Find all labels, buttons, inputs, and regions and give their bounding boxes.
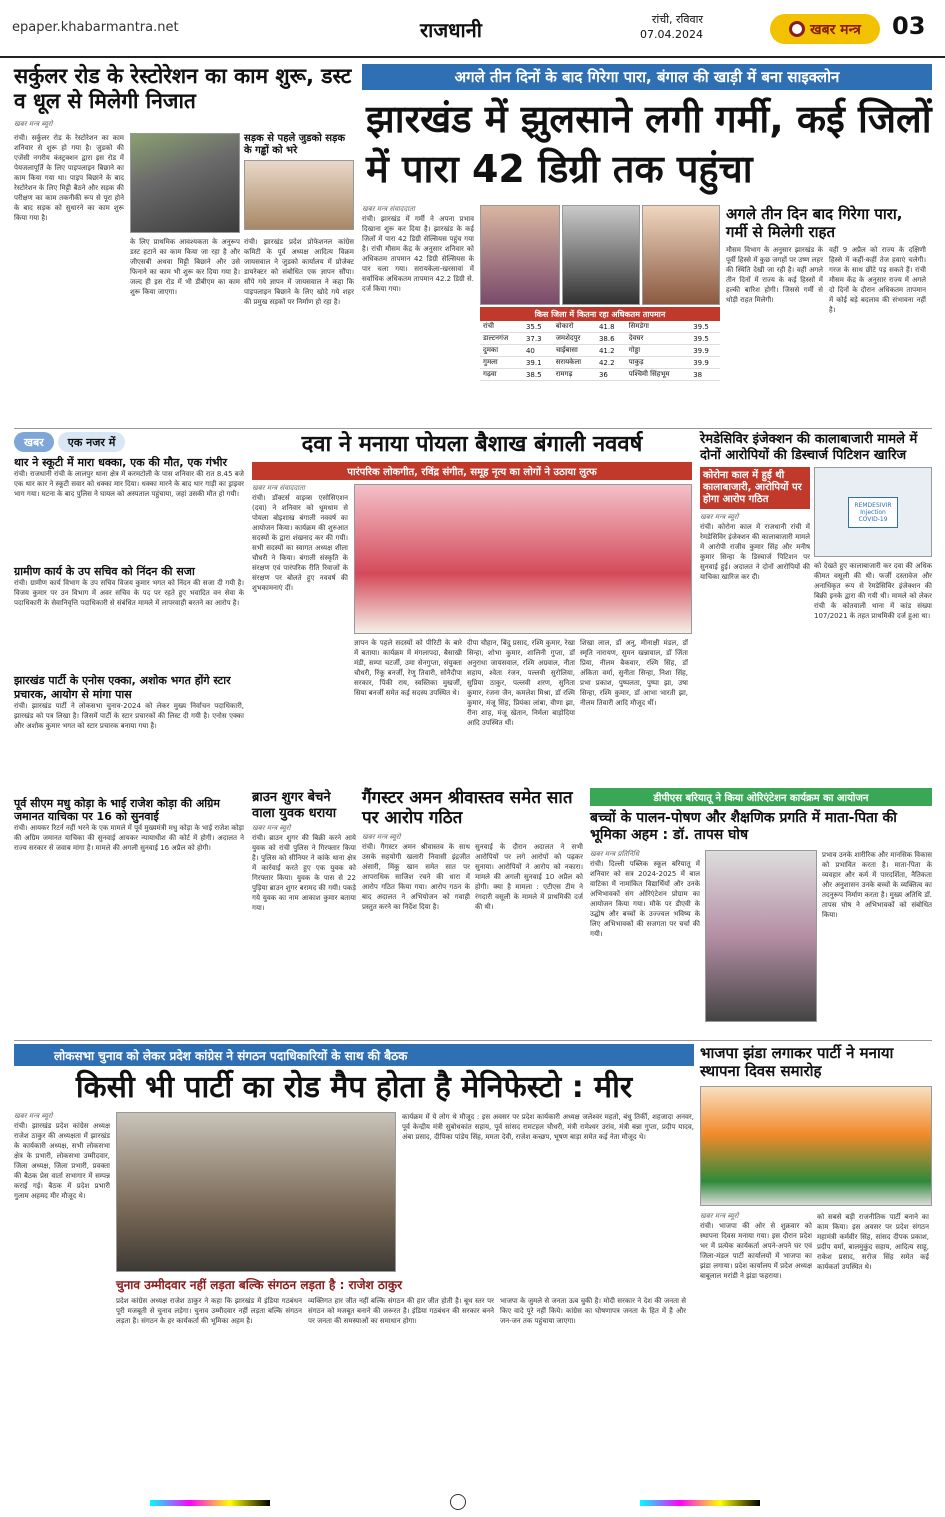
temp-table-title: किस जिला में कितना रहा अधिकतम तापमान — [480, 307, 720, 321]
temperature-value: 39.5 — [690, 321, 720, 333]
temperature-table — [480, 321, 720, 381]
issue-date: 07.04.2024 — [640, 28, 703, 41]
byline: खबर मन्त्र ब्यूरो — [700, 513, 739, 522]
story-bjp — [700, 1044, 932, 1484]
headline: गैंगस्टर अमन श्रीवास्तव समेत सात पर आरोप गठित — [362, 788, 573, 829]
temperature-value: 36 — [596, 369, 626, 381]
registration-mark — [450, 1494, 466, 1510]
page-number: 03 — [892, 12, 926, 40]
meeting-strip: लोकसभा चुनाव को लेकर प्रदेश कांग्रेस ने संगठन पदाधिकारियों के साथ की बैठक — [14, 1044, 694, 1066]
article-text: रांची। दिल्ली पब्लिक स्कूल बरियातू में शनिवार को सत्र 2024-2025 में बाल वाटिका में नामांकित विद्यार्थियों और उनके अभिभावकों संग ओरिएंटेशन प्रोग्राम का आयोजन किया गया। मौके पर डीएवी के उद्घोष और बच्चों के उज्ज्वल भविष्य के लिए अभिभावकों की सजगता पर चर्चा की गयी। — [590, 859, 700, 938]
color-bar-right — [640, 1500, 760, 1506]
heat-headline: झारखंड में झुलसाने लगी गर्मी, कई जिलों में पारा 42 डिग्री तक पहुंचा — [366, 97, 932, 191]
district-name: गोड्डा — [626, 345, 691, 357]
temperature-value: 41.2 — [596, 345, 626, 357]
district-name: सिमडेगा — [626, 321, 691, 333]
article-text-2: को देखते हुए कालाबाजारी कर दवा की अधिक कीमत वसूली की थी। फर्जी दस्तावेज और अनाधिकृत रूप से रेमडेसिविर इंजेक्शन की बिक्री इनके द्वारा की गयी थी। मामले को लेकर रांची के कोतवाली थाना में कांड संख्या 107/2021 के तहत प्राथमिकी दर्ज हुआ था। — [814, 562, 932, 621]
article-text-2: सुनवाई के दौरान अदालत ने सभी आरोपियों पर लगे आरोपों को पढ़कर सुनाया। आरोपियों ने आरोप को नकारा। मामले की अगली सुनवाई 10 अप्रैल को होगी। क्या है मामला : एटीएस टीम ने रंगदारी वसूली के मामले में प्राथमिकी दर्ज की थी। — [475, 842, 583, 911]
brief-item — [14, 565, 244, 668]
article-text-2: ज्ञापन के पहले सदस्यों को पीरिटी के बारे में बताया। कार्यक्रम में मंगलापदा, बैसाखी मंडी, सम्पा चटर्जी, उमा सेनगुप्ता, संयुक्ता चौधरी, रिंकू बनर्जी, रेणु तिवारी, सोनैदीपा सरकार, पिंकी राय, स्वस्तिका मुखर्जी, सिया बनर्जी समेत कई सदस्य उपस्थित थे। — [354, 639, 462, 698]
temperature-value: 40 — [523, 345, 553, 357]
temperature-value: 39.9 — [690, 357, 720, 369]
headline: रेमडेसिविर इंजेक्शन की कालाबाजारी मामले में दोनों आरोपियों की डिस्चार्ज पिटिशन खारिज — [700, 432, 918, 463]
story-poila-baisakh — [252, 432, 692, 762]
temp-row — [480, 357, 720, 369]
brief-headline: पूर्व सीएम मधु कोड़ा के भाई राजेश कोड़ा की अग्रिम जमानत याचिका पर 16 को सुनवाई — [14, 796, 220, 823]
heat-photo-3 — [642, 205, 720, 305]
subheadline: अगले तीन दिन बाद गिरेगा पारा, गर्मी से मिलेगी राहत — [726, 205, 903, 241]
color-bar-left — [150, 1500, 270, 1506]
district-name: जमशेदपुर — [553, 333, 596, 345]
district-name: पाकुड़ — [626, 357, 691, 369]
temperature-value: 38.5 — [523, 369, 553, 381]
byline: खबर मन्त्र प्रतिनिधि — [590, 849, 639, 858]
brief-headline: ग्रामीण कार्य के उप सचिव को निंदन की सजा — [14, 565, 195, 579]
byline: खबर मन्त्र ब्यूरो — [700, 1212, 739, 1220]
sub-text-3: भाजपा के जुमले से जनता ऊब चुकी है। मोदी सरकार ने देश की जनता से किए वादे पूरे नहीं किये। कांग्रेस का घोषणापत्र जनता के हित में है और जन-जन तक पहुंचाया जाएगा। — [500, 1297, 686, 1326]
event-strip: डीपीएस बरियातू ने किया ओरिएंटेशन कार्यक्रम का आयोजन — [590, 788, 932, 806]
kicker: कोरोना काल में हुई थी कालाबाजारी, आरोपियों पर होगा आरोप गठित — [700, 467, 810, 509]
divider — [14, 428, 932, 429]
headline: बच्चों के पालन-पोषण और शैक्षणिक प्रगति में माता-पिता की भूमिका अहम : डॉ. तापस घोष — [590, 810, 897, 843]
headline: दवा ने मनाया पोयला बैशाख बंगाली नववर्ष — [301, 432, 643, 457]
caption-heading: सड़क से पहले जुडको सड़क के गड्ढों को भरे — [244, 133, 346, 157]
article-text-2: कार्यक्रम में ये लोग थे मौजूद : इस अवसर पर प्रदेश कार्यकारी अध्यक्ष जलेश्वर महतो, बंधु तिर्की, शहजादा अनवर, पूर्व केन्द्रीय मंत्री सुबोधकांत सहाय, पूर्व सांसद रामटहल चौधरी, मंत्री रामेश्वर उरांव, मंत्री बन्ना गुप्ता, प्रदीप यादव, अंबा प्रसाद, दीपिका पांडेय सिंह, ममता देवी, राजेश कच्छप, भूषण बाड़ा समेत कई नेता मौजूद थे। — [402, 1113, 694, 1141]
article-text: रांची। सर्कुलर रोड के रेस्टोरेशन का काम शनिवार से शुरू हो गया है। जुडको की एजेंसी नगरीय कंस्ट्रक्शन द्वारा इस रोड में पेयजलापूर्ति के लिए पाइपलाइन बिछाने का काम किया गया था। पाइप बिछाने के बाद रेस्टोरेशन के लिए मिट्टी बैठने और सड़क की परीक्षण का काम तकनीकी रूप से पूरा होने के बाद सड़क को सुधारने का काम शुरू किया गया है। — [14, 134, 124, 223]
article-text: रांची। कोरोना काल में राजधानी रांची में रेमडेसिविर इंजेक्शन की कालाबाजारी मामले में आरोपी राजीव कुमार सिंह और मनीष कुमार सिन्हा के डिस्चार्ज पिटिशन पर सुनवाई हुई। अदालत ने दोनों आरोपियों की याचिका खारिज कर दी। — [700, 523, 810, 582]
article-text-3: दीपा चौहान, बिंदु प्रसाद, रश्मि कुमार, रेखा सिन्हा, शोभा कुमार, शालिनी गुप्ता, डॉ अनुराधा जायसवाल, रश्मि अग्रवाल, नीता सहाय, श्वेता रंजन, पल्लवी सुरोलिया, सुप्रिया ठाकुर, पल्लवी शरण, सुनिता कुमार, रंजना जैन, कमलेश मिश्रा, डॉ रश्मि कुमार, मंजू सिंह, प्रियंका लांबा, वीणा झा, रीना शाह, मंजू खेतान, निर्मला बाड़ोदिया आदि उपस्थित थीं। — [467, 639, 575, 728]
article-text-4: शिखा लाल, डॉ अनु, मीनाक्षी मंडल, डॉ स्मृति नारायण, सुमन खन्नावाल, डॉ जिंता प्रिया, नीलम बैकवार, रश्मि सिंह, डॉ अंकिता वर्मा, सुनीता सिन्हा, निशा सिंह, प्रभा प्रकाश, पुष्पलता, पुष्पा झा, उषा सिन्हा, रश्मि कुमार, डॉ आभा भारती झा, नीलम तिवारी आदि मौजूद थीं। — [580, 639, 688, 708]
article-text: रांची। झारखंड प्रदेश कांग्रेस अध्यक्ष राजेश ठाकुर की अध्यक्षता में झारखंड के कार्यकारी अध्यक्ष, सभी लोकसभा क्षेत्र के प्रभारी, लोकसभा उम्मीदवार, जिला अध्यक्ष, जिला प्रभारी, प्रवक्ता की बैठक प्रेस वार्ता सभागार में सम्पन्न कराई गई। बैठक में प्रदेश प्रभारी गुलाम अहमद मीर मौजूद थे। — [14, 1122, 110, 1200]
district-name: गढ़वा — [480, 369, 523, 381]
sub-text: मौसम विभाग के अनुसार झारखंड के पूर्वी हिस्से में कुछ जगहों पर उष्ण लहर की स्थिति देखी जा रही है। वहीं अगले तीन दिनों में राज्य के कई हिस्सों में हल्की बारिश होगी। जिससे गर्मी से थोड़ी राहत मिलेगी। — [726, 246, 823, 304]
delegation-photo — [244, 160, 354, 230]
story-congress — [14, 1044, 694, 1484]
temp-row — [480, 333, 720, 345]
sub-text-2: व्यक्तिगत हार जीत नहीं बल्कि संगठन की हार जीत होती है। बूथ स्तर पर संगठन को मजबूत बनाने की जरूरत है। इंडिया गठबंधन की सरकार बनने पर जनता की समस्याओं का समाधान होगा। — [308, 1297, 494, 1326]
headline: सर्कुलर रोड के रेस्टोरेशन का काम शुरू, डस्ट व धूल से मिलेगी निजात — [14, 64, 352, 114]
story-circular-road — [14, 64, 354, 424]
school-photo — [705, 850, 817, 1022]
brief-item — [14, 674, 244, 790]
heat-photo-1 — [480, 205, 560, 305]
temperature-value: 42.2 — [596, 357, 626, 369]
temp-row — [480, 321, 720, 333]
city-day: रांची, रविवार — [651, 13, 703, 26]
vial-label: REMDESIVIR Injection COVID-19 — [848, 497, 898, 528]
khabar-badge — [14, 432, 54, 452]
headline: किसी भी पार्टी का रोड मैप होता है मेनिफेस्टो : मीर — [75, 1070, 633, 1105]
subheadline: चुनाव उम्मीदवार नहीं लड़ता बल्कि संगठन लड़ता है : राजेश ठाकुर — [116, 1278, 403, 1292]
story-brown-sugar — [252, 790, 356, 1035]
article-text: रांची। डॉक्टर्स वाइव्स एसोसिएशन (दवा) ने शनिवार को धूमधाम से पोयला बोइशाख बंगाली नववर्ष का आयोजन किया। कार्यक्रम की शुरुआत सदस्यों के द्वारा शंखनाद कर की गयी। सभी सदस्यों का स्वागत अध्यक्ष शीला चौधरी ने किया। बंगाली संस्कृति के संरक्षण एवं पारंपरिक रीति रिवाजों के संरक्षण पर बोलते हुए नववर्ष की शुभकामनाएं दीं। — [252, 494, 348, 593]
brand-logo — [770, 14, 880, 44]
temperature-value: 38.6 — [596, 333, 626, 345]
meeting-photo — [116, 1112, 396, 1272]
heat-strip: अगले तीन दिनों के बाद गिरेगा पारा, बंगाल की खाड़ी में बना साइक्लोन — [362, 64, 932, 90]
story-gangster — [362, 788, 584, 1036]
district-name: रांची — [480, 321, 523, 333]
article-text-2: को सबसे बड़ी राजनीतिक पार्टी बनाने का काम किया। इस अवसर पर प्रदेश संगठन महामंत्री कर्मवीर सिंह, सांसद दीपक प्रकाश, प्रदीप वर्मा, बालमुकुंद सहाय, आदित्य साहू, राकेश प्रसाद, सरोज सिंह समेत कई कार्यकर्ता उपस्थित थे। — [817, 1213, 929, 1271]
article-text: रांची। झारखंड में गर्मी ने अपना प्रभाव दिखाना शुरू कर दिया है। झारखंड के कई जिलों में पारा 42 डिग्री सेल्सियस पहुंच गया है। रांची मौसम केंद्र के अनुसार शनिवार को अधिकतम तापमान 42 डिग्री सेल्सियस के पार चला गया। सरायकेला-खरसावां में सर्वाधिक अधिकतम तापमान 42.2 डिग्री से. दर्ज किया गया। — [362, 215, 474, 293]
temperature-value: 39.9 — [690, 345, 720, 357]
byline: खबर मन्त्र ब्यूरो — [14, 1112, 53, 1120]
temperature-value: 35.5 — [523, 321, 553, 333]
brief-text: रांची। झारखंड पार्टी ने लोकसभा चुनाव-2024 को लेकर मुख्य निर्वाचन पदाधिकारी, झारखंड को पत्र लिखा है। जिसमें पार्टी के स्टार प्रचारकों की लिस्ट दी गयी है। एनोस एक्का और अशोक कुमार भगत को स्टार प्रचारक बनाया गया है। — [14, 701, 244, 730]
byline: खबर मन्त्र संवाददाता — [362, 205, 415, 213]
headline: भाजपा झंडा लगाकर पार्टी ने मनाया स्थापना दिवस समारोह — [700, 1044, 894, 1080]
temperature-value: 39.1 — [523, 357, 553, 369]
page-header — [0, 0, 945, 58]
logo-icon — [789, 21, 805, 37]
badge-label: खबर — [24, 435, 44, 449]
brand-name: खबर मन्त्र — [810, 21, 861, 38]
brief-item — [14, 456, 244, 559]
temp-row — [480, 369, 720, 381]
ek-nazar-badge: एक नजर में — [58, 432, 126, 452]
district-name: रामगढ़ — [553, 369, 596, 381]
brief-list — [14, 456, 244, 913]
site-url[interactable]: epaper.khabarmantra.net — [12, 20, 179, 35]
byline: खबर मन्त्र संवाददाता — [252, 484, 305, 493]
article-text-2: प्रभाव उनके शारीरिक और मानसिक विकास को प्रभावित करता है। माता-पिता के व्यवहार और कर्म में पारदर्शिता, नैतिकता और अनुशासन उनके बच्चों के व्यक्तित्व का तदनुरूप निर्माण करता है। मुख्य अतिथि डॉ. तापस घोष ने अभिभावकों को संबोधित किया। — [822, 850, 932, 919]
dateline — [640, 12, 703, 42]
temperature-value: 37.3 — [523, 333, 553, 345]
byline: खबर मन्त्र ब्यूरो — [362, 832, 401, 841]
district-name: गुमला — [480, 357, 523, 369]
subhead-strip: पारंपरिक लोकगीत, रविंद्र संगीत, समूह नृत्य का लोगों ने उठाया लुत्फ — [252, 462, 692, 480]
district-name: पश्चिमी सिंहभूम — [626, 369, 691, 381]
event-photo — [354, 484, 692, 634]
headline: ब्राउन शुगर बेचने वाला युवक धराया — [252, 790, 337, 821]
brief-headline: झारखंड पार्टी के एनोस एक्का, अशोक भगत होंगे स्टार प्रचारक, आयोग से मांगा पास — [14, 674, 231, 701]
district-name: देवघर — [626, 333, 691, 345]
article-text: रांची। ब्राउन शुगर की बिक्री करने आये युवक को रांची पुलिस ने गिरफ्तार किया है। पुलिस को सीनियर ने कांके थाना क्षेत्र में कार्रवाई करते हुए एक युवक को गिरफ्तार किया। युवक के पास से 22 पुड़िया ब्राउन शुगर बरामद की गयी। पकड़े गये युवक का नाम आकाश कुमार बताया गया। — [252, 834, 356, 913]
road-photo — [130, 133, 240, 233]
brief-item — [14, 797, 244, 913]
story-remdesivir — [700, 432, 932, 762]
brief-text: रांची। आयकर रिटर्न नहीं भरने के एक मामले में पूर्व मुख्यमंत्री मधु कोड़ा के भाई राजेश कोड़ा की अग्रिम जमानत याचिका की सुनवाई आयकर न्यायाधीश की कोर्ट में होगी। अदालत ने राज्य सरकार से जवाब मांगा है। मामले की अगली सुनवाई 16 अप्रैल को होगी। — [14, 824, 244, 853]
byline: खबर मन्त्र ब्यूरो — [14, 120, 53, 129]
brief-text: रांची। राजधानी रांची के लालपुर थाना क्षेत्र में करमटोली के पास शनिवार की रात 8.45 बजे एक थार कार ने स्कूटी सवार को धक्का मार दिया। धक्का मारने के बाद थार गाड़ी का ड्राइवर भाग गया। घटना के बाद पुलिस ने घायल को अस्पताल पहुंचाया, जहां उसकी मौत हो गयी। — [14, 470, 244, 499]
temperature-value: 39.5 — [690, 333, 720, 345]
divider — [14, 1040, 932, 1041]
vial-photo — [814, 467, 932, 557]
article-text-2: के लिए प्राथमिक आवश्यकता के अनुरूप डस्ट हटाने का काम किया जा रहा है और जीएसबी अथवा मिट्टी बिछाने और उसे फिनाने का काम भी शुरू कर दिया गया है। जल्द ही इस रोड में भी डीबीएम का काम शुरू किया जाएगा। — [130, 238, 240, 297]
temp-row — [480, 345, 720, 357]
news-briefs — [14, 432, 244, 1032]
sub-text-2: वहीं 9 अप्रैल को राज्य के दक्षिणी हिस्से में कहीं-कहीं तेज हवाएं चलेगी। गरज के साथ छींटे पड़ सकते हैं। रांची मौसम केंद्र के अनुसार राज्य में अगले दो दिनों के दौरान अधिकतम तापमान में कोई बड़े बदलाव की संभावना नहीं है। — [829, 246, 926, 314]
story-dps — [590, 788, 932, 1036]
brief-text: रांची। ग्रामीण कार्य विभाग के उप सचिव विजय कुमार भगत को निंदन की सजा दी गयी है। विजय कुमार पर उन विभाग में अवर सचिव के पद पर रहते हुए भवादित वन सेवा के पदाधिकारी के सेवानिवृत्ति पदाधिकारी से संबंधित मामले में लापरवाही बरतने का आरोप है। — [14, 579, 244, 608]
district-name: सरायकेला — [553, 357, 596, 369]
district-name: बोकारो — [553, 321, 596, 333]
flag-photo — [700, 1086, 932, 1206]
story-heat — [362, 205, 932, 425]
brief-headline: थार ने स्कूटी में मारा धक्का, एक की मौत, एक गंभीर — [14, 456, 227, 469]
district-name: दुमका — [480, 345, 523, 357]
heat-photo-2 — [562, 205, 640, 305]
byline: खबर मन्त्र ब्यूरो — [252, 824, 291, 833]
temperature-value: 38 — [690, 369, 720, 381]
article-text-3: रांची। झारखंड प्रदेश प्रोफेशनल कांग्रेस कमिटी के पूर्व अध्यक्ष आदित्य विक्रम जायसवाल ने जुडको कार्यालय में प्रोजेक्ट डायरेक्टर को संबोधित एक ज्ञापन सौंपा। सौंपे गये ज्ञापन में जायसवाल ने कहा कि पाइपलाइन बिछाने के लिए खोदे गये शहर की प्रमुख सड़कों पर निर्माण हो रहा है। — [244, 238, 354, 307]
article-text: रांची। गैंगस्टर अमन श्रीवास्तव के साथ उसके सहयोगी खलारी निवासी इंद्रजीत अंसारी, मिंकू खान समेत सात पर आपराधिक साजिश रचने की धारा में आरोप गठित किया गया। आरोप गठन के बाद अदालत ने अभियोजन को गवाही प्रस्तुत करने का निर्देश दिया है। — [362, 842, 470, 911]
district-name: डाल्टनगंज — [480, 333, 523, 345]
section-title: राजधानी — [420, 18, 482, 42]
temperature-value: 41.8 — [596, 321, 626, 333]
district-name: चाईबासा — [553, 345, 596, 357]
sub-text: प्रदेश कांग्रेस अध्यक्ष राजेश ठाकुर ने कहा कि झारखंड में इंडिया गठबंधन पूरी मजबूती से चुनाव लड़ेगा। चुनाव उम्मीदवार नहीं लड़ता बल्कि संगठन लड़ता है। संगठन के हर कार्यकर्ता की भूमिका अहम है। — [116, 1297, 302, 1326]
article-text: रांची। भाजपा की ओर से शुक्रवार को स्थापना दिवस मनाया गया। इस दौरान प्रदेश भर में प्रत्येक कार्यकर्ता अपने-अपने घर एवं जिला-मंडल पार्टी कार्यालयों में भाजपा का झंडा लगाया। प्रदेश कार्यालय में प्रदेश अध्यक्ष बाबूलाल मरांडी ने झंडा फहराया। — [700, 1222, 812, 1280]
